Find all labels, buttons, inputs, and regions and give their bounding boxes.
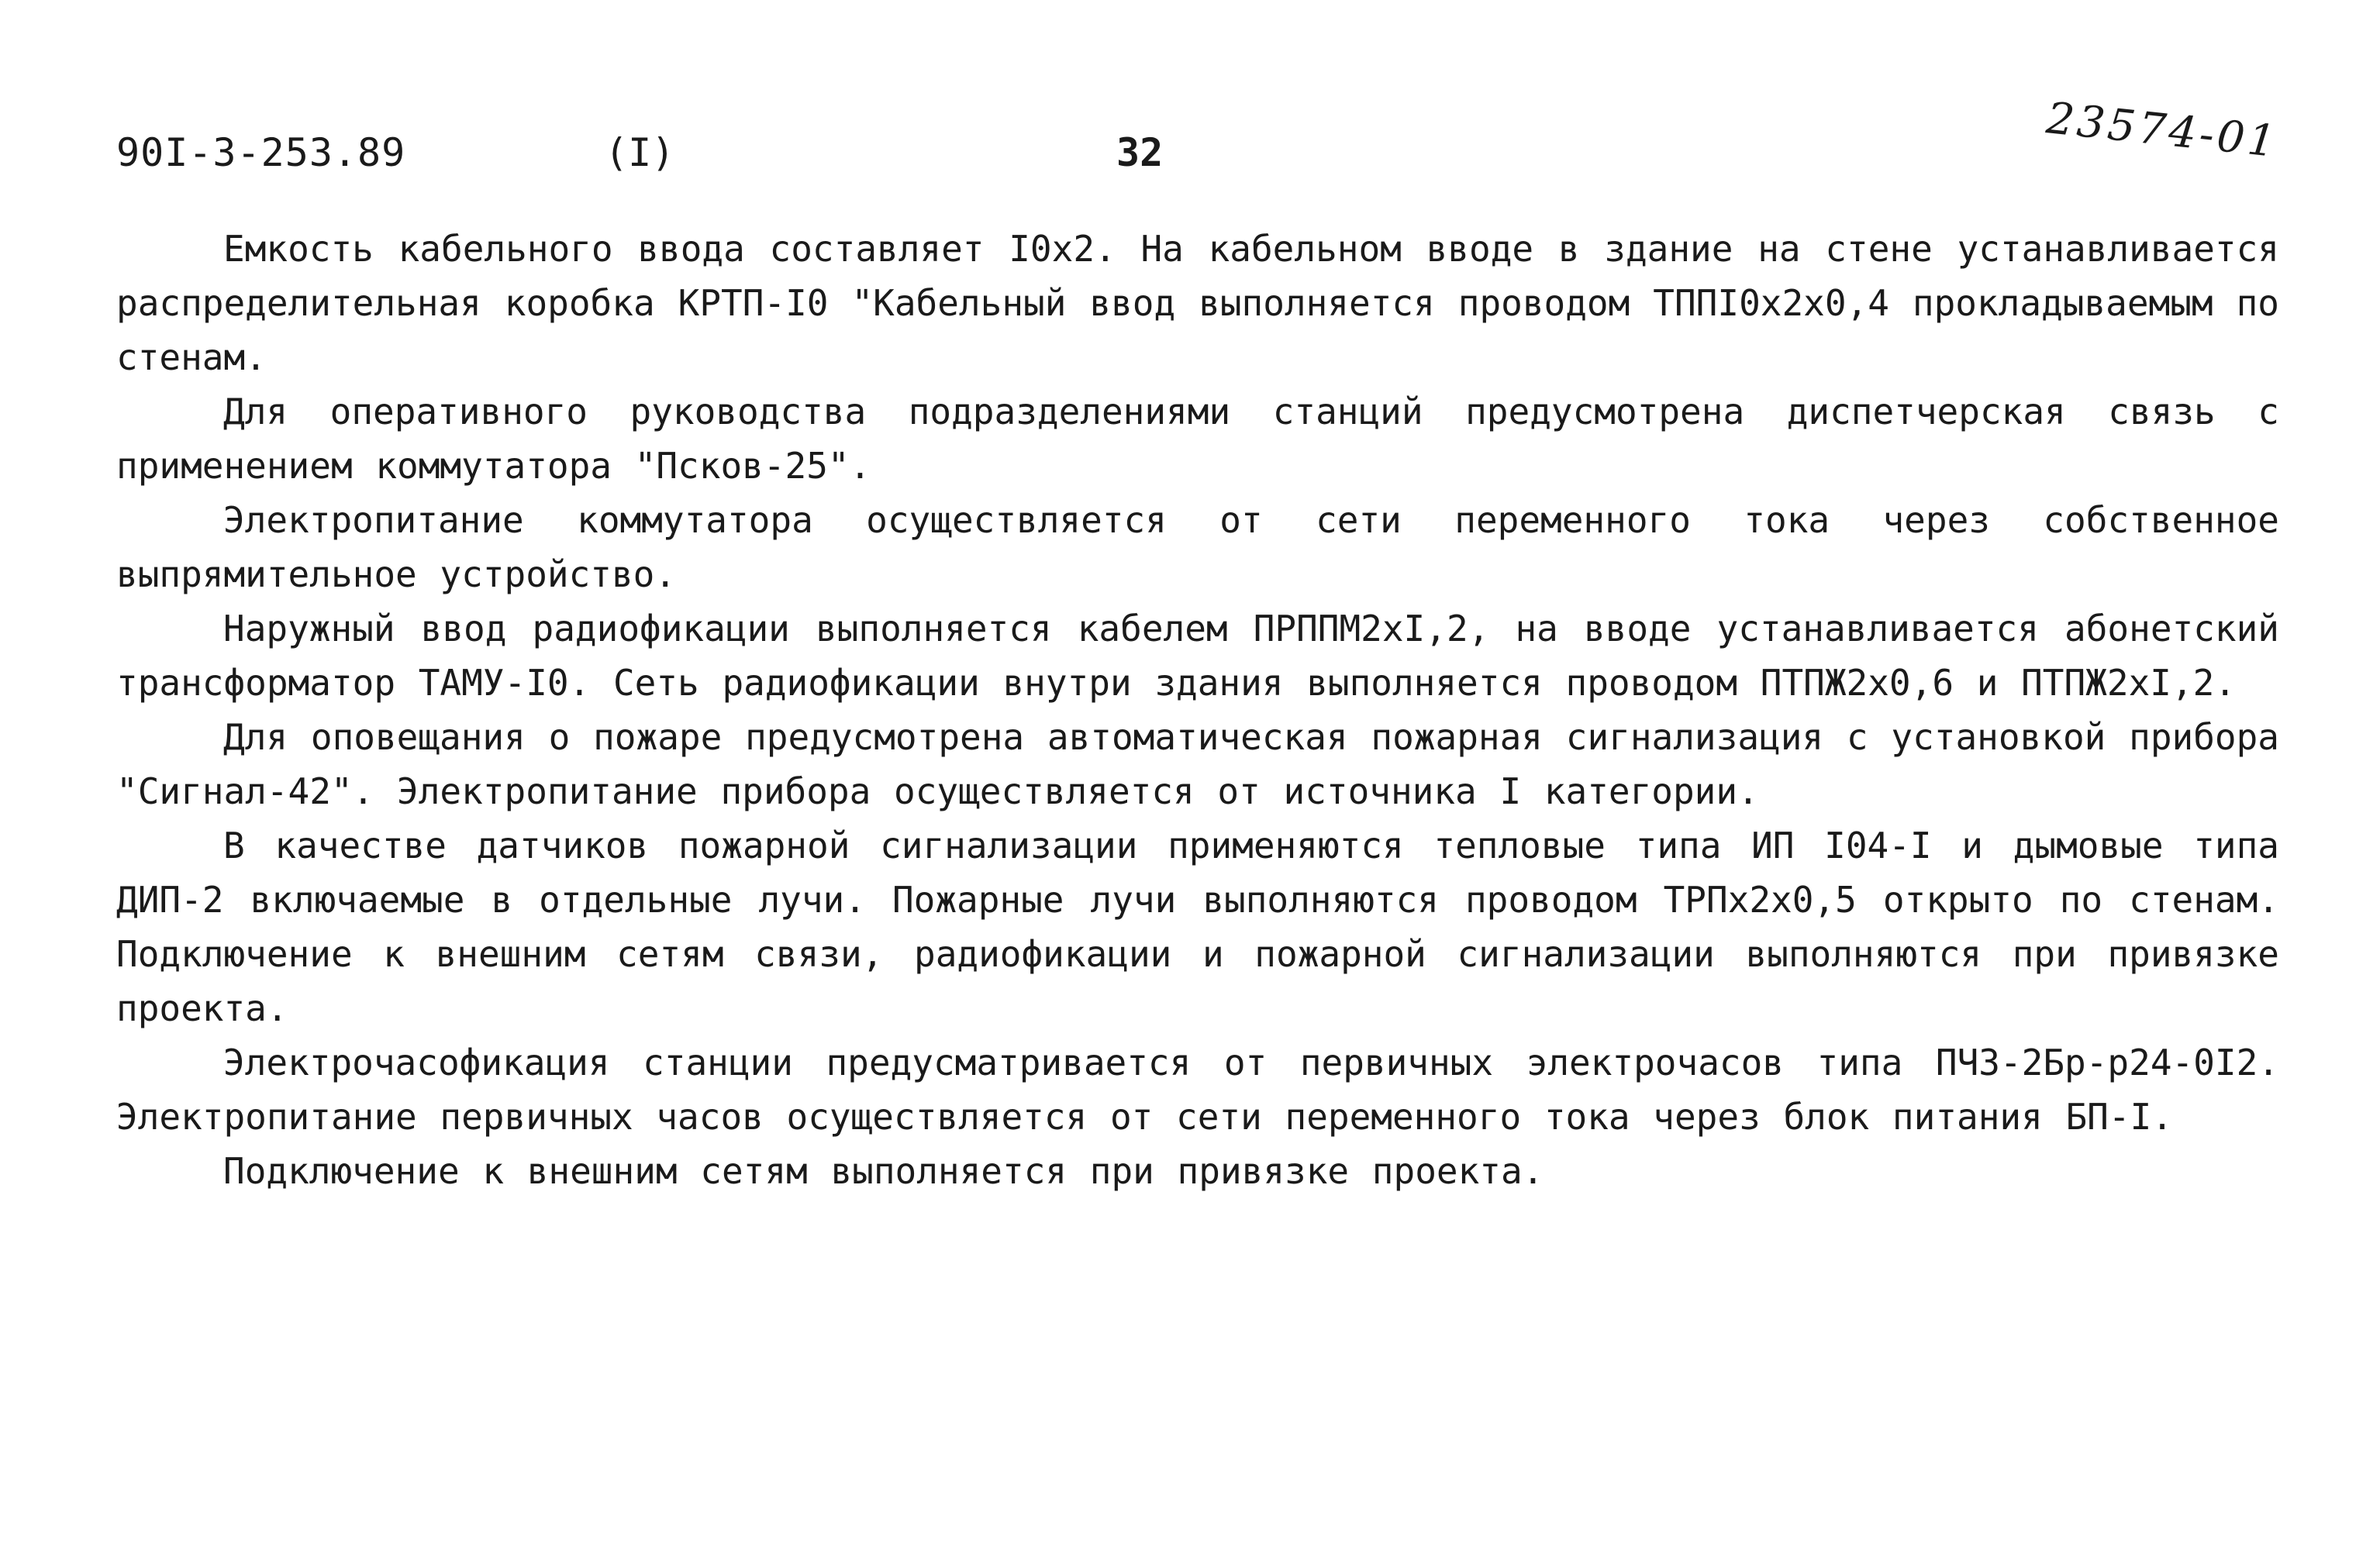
archive-number-handwritten: 23574-01 <box>2044 93 2282 168</box>
paragraph-dispatch-communication: Для оперативного руководства подразделениями станций предусмотрена диспетчерская связь с применением коммутатора "Псков-25". <box>116 391 2279 487</box>
paragraph-external-connection: Подключение к внешним сетям выполняется при привязке проекта. <box>223 1150 1544 1192</box>
page-number: 32 <box>1116 130 1164 175</box>
paragraph-fire-alarm: Для оповещания о пожаре предусмотрена автоматическая пожарная сигнализация с установкой прибора "Сигнал-42". Электропитание прибора осуществляется от источника I категории. <box>116 716 2279 812</box>
paragraph-radio-network: Наружный ввод радиофикации выполняется кабелем ПРППМ2хI,2, на вводе устанавливается абонетский трансформатор ТАМУ-I0. Сеть радиофикации внутри здания выполняется проводом ПТПЖ2х0,6 и ПТПЖ2хI,2. <box>116 608 2279 704</box>
paragraph-cable-entry: Емкость кабельного ввода составляет I0х2. На кабельном вводе в здание на стене устанавливается распределительная коробка КРТП-I0 "Кабельный ввод выполняется проводом ТППI0х2х0,4 прокладываемым по стенам. <box>116 228 2279 378</box>
body-text <box>116 222 2279 1198</box>
document-code: 90I-3-253.89 <box>116 130 406 175</box>
paragraph-fire-sensors: В качестве датчиков пожарной сигнализации применяются тепловые типа ИП I04-I и дымовые типа ДИП-2 включаемые в отдельные лучи. Пожарные лучи выполняются проводом ТРПх2х0,5 открыто по стенам. Подключение к внешним сетям связи, радиофикации и пожарной сигнализации выполняются при привязке проекта. <box>116 825 2279 1029</box>
document-part: (I) <box>605 130 675 175</box>
paragraph-switchboard-power: Электропитание коммутатора осуществляется от сети переменного тока через собственное выпрямительное устройство. <box>116 499 2279 595</box>
paragraph-electric-clocks: Электрочасофикация станции предусматривается от первичных электрочасов типа ПЧЗ-2Бр-р24-0I2. Электропитание первичных часов осуществляется от сети переменного тока через блок питания БП-I. <box>116 1042 2279 1138</box>
